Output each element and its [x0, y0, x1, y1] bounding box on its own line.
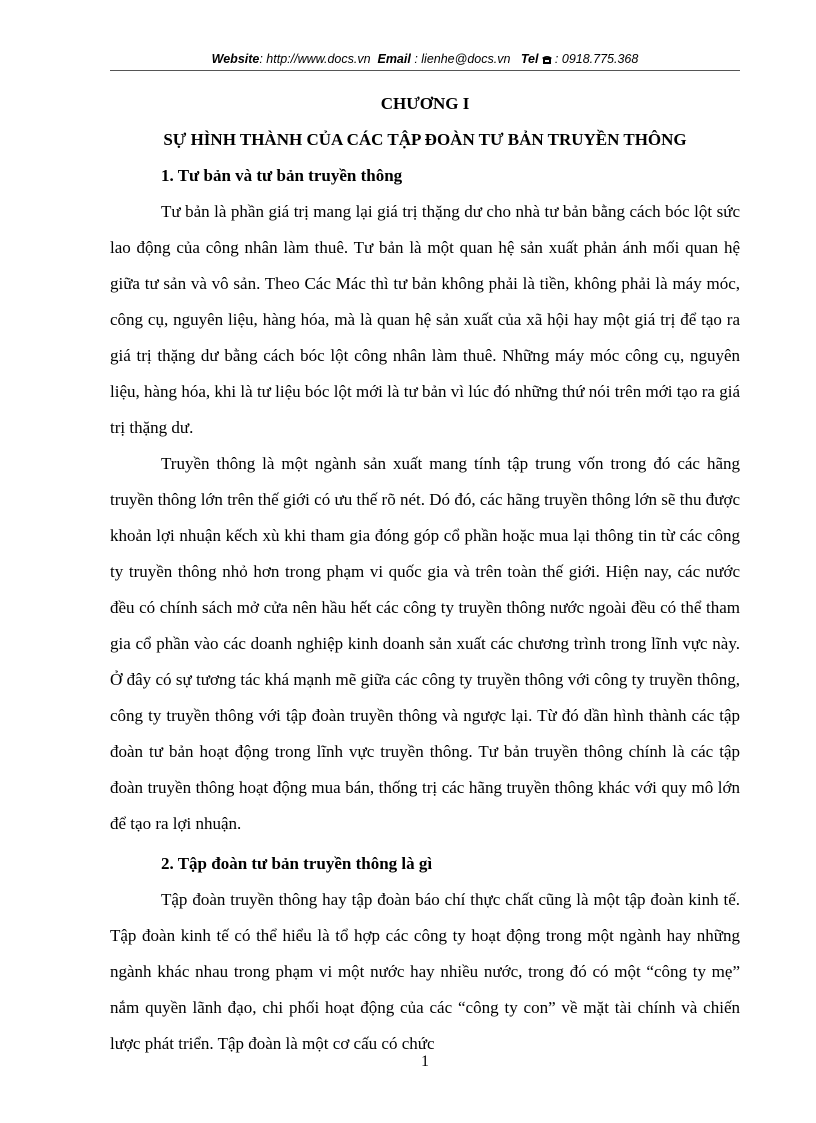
section-1-paragraph-2: Truyền thông là một ngành sản xuất mang tính tập trung vốn trong đó các hãng truyền thông lớn trên thế giới có ưu thế rõ nét. Dó đó, các hãng truyền thông lớn sẽ thu được khoản lợi nhuận kếch xù khi tham gia đóng góp cổ phần hoặc mua lại thông tin từ các công ty truyền thông nhỏ hơn trong phạm vi quốc gia và trên toàn thế giới. Hiện nay, các nước đều có chính sách mở cửa nên hầu hết các công ty truyền thông nước ngoài đều có thể tham gia cổ phần vào các doanh nghiệp kinh doanh sản xuất các chương trình trong lĩnh vực này. Ở đây có sự tương tác khá mạnh mẽ giữa các công ty truyền thông với công ty truyền thông, công ty truyền thông với tập đoàn truyền thông và ngược lại. Từ đó dần hình thành các tập đoàn tư bản hoạt động trong lĩnh vực truyền thông. Tư bản truyền thông chính là các tập đoàn truyền thông hoạt động mua bán, thống trị các hãng truyền thông khác với quy mô lớn để tạo ra lợi nhuận.	[110, 454, 740, 833]
section-1-paragraph-1: Tư bản là phần giá trị mang lại giá trị thặng dư cho nhà tư bản bằng cách bóc lột sức lao động của công nhân làm thuê. Tư bản là một quan hệ sản xuất phản ánh mối quan hệ giữa tư sản và vô sản. Theo Các Mác thì tư bản không phải là tiền, không phải là máy móc, công cụ, nguyên liệu, hàng hóa, mà là quan hệ sản xuất của xã hội hay một giá trị để tạo ra giá trị thặng dư bằng cách bóc lột công nhân làm thuê. Những máy móc công cụ, nguyên liệu, hàng hóa, khi là tư liệu bóc lột mới là tư bản vì lúc đó những thứ nói trên mới tạo ra giá trị thặng dư.	[110, 202, 740, 437]
email-value: : lienhe@docs.vn	[410, 52, 511, 66]
website-label: Website	[211, 52, 260, 66]
header-divider	[110, 70, 740, 71]
tel-value: : 0918.775.368	[554, 52, 639, 66]
website-value: : http://www.docs.vn	[259, 52, 371, 66]
section-2-heading: 2. Tập đoàn tư bản truyền thông là gì	[161, 854, 433, 873]
section-2-paragraph-1: Tập đoàn truyền thông hay tập đoàn báo chí thực chất cũng là một tập đoàn kinh tế. Tập đoàn kinh tế có thể hiểu là tổ hợp các công ty hoạt động trong một ngành hay những ngành khác nhau trong phạm vi một nước hay nhiều nước, trong đó có một “công ty mẹ” nắm quyền lãnh đạo, chi phối hoạt động của các “công ty con” về mặt tài chính và chiến lược phát triển. Tập đoàn là một cơ cấu có chức	[110, 890, 740, 1053]
chapter-title: SỰ HÌNH THÀNH CỦA CÁC TẬP ĐOÀN TƯ BẢN TRUYỀN THÔNG	[163, 130, 687, 149]
page-header	[110, 50, 740, 68]
section-1-heading: 1. Tư bản và tư bản truyền thông	[161, 166, 403, 185]
email-label: Email	[377, 52, 411, 66]
document-body	[110, 86, 740, 1062]
tel-label: Tel	[520, 52, 539, 66]
page-number: 1	[421, 1053, 429, 1070]
phone-icon	[542, 55, 552, 64]
chapter-label: CHƯƠNG I	[380, 94, 470, 113]
